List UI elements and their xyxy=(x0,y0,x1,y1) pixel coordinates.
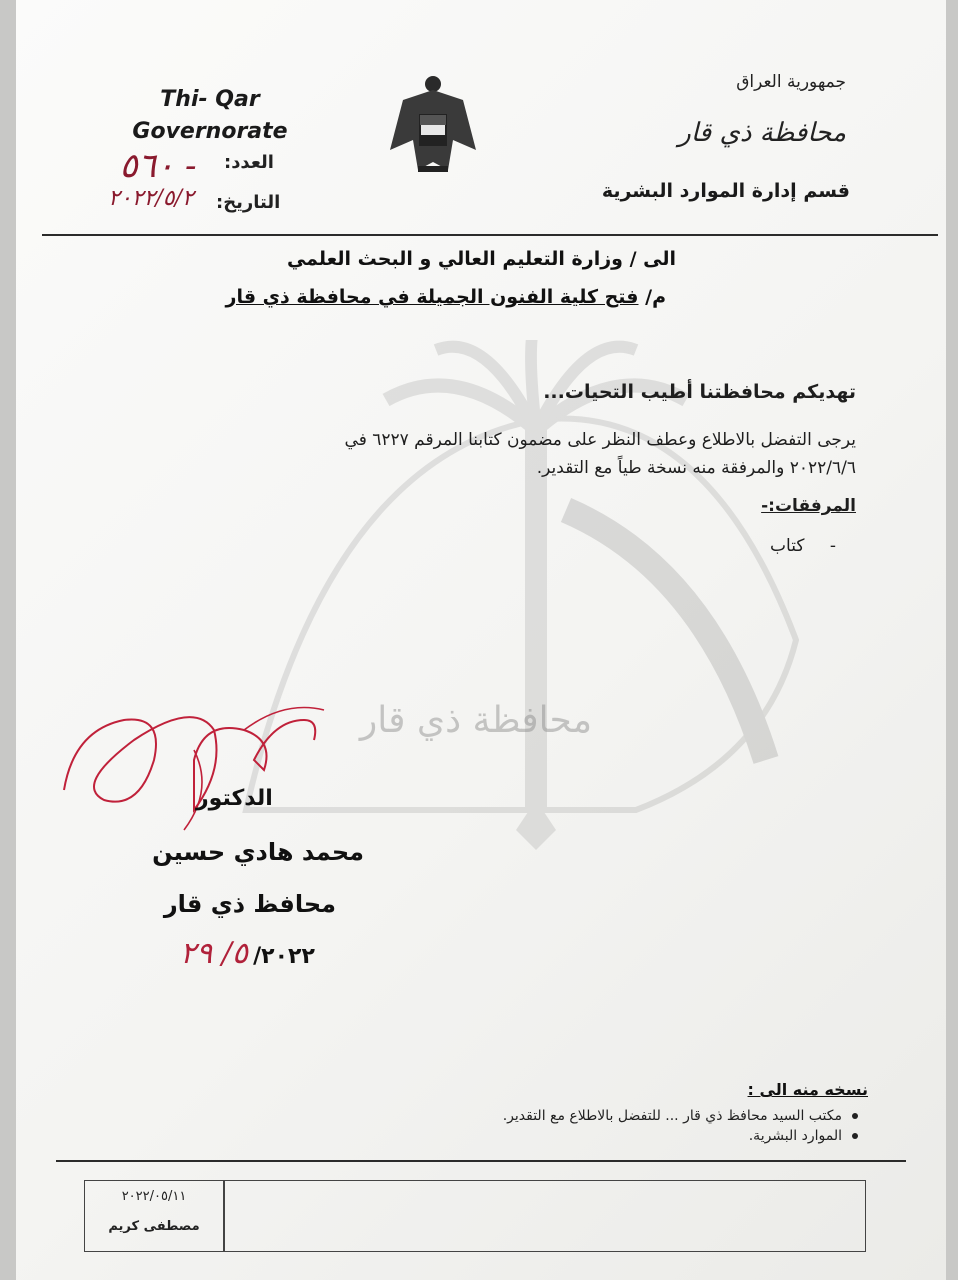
english-governorate-title: Thi- Qar Governorate xyxy=(132,87,288,144)
department-title: قسم إدارة الموارد البشرية xyxy=(601,180,850,202)
body-line-1: يرجى التفضل بالاطلاع وعطف النظر على مضمون كتابنا المرقم ٦٢٢٧ في xyxy=(344,430,856,450)
header-rule xyxy=(42,234,938,236)
republic-label: جمهورية العراق xyxy=(736,72,846,92)
footer-divider xyxy=(223,1181,225,1251)
signature-date-handwritten: ٥/ ٢٩ xyxy=(180,936,249,971)
signatory-name: محمد هادي حسين xyxy=(152,838,364,866)
signature-date xyxy=(180,936,315,971)
copies-list xyxy=(503,1106,858,1146)
greeting: تهديكم محافظتنا أطيب التحيات... xyxy=(543,381,856,403)
footer-box xyxy=(84,1180,866,1252)
attachment-item xyxy=(770,532,836,560)
signature-date-printed: ٢٠٢٢/ xyxy=(253,944,315,969)
date-value: ٢٠٢٢/٥/٢ xyxy=(108,186,194,211)
signatory-position: محافظ ذي قار xyxy=(163,890,336,918)
copy-item: مكتب السيد محافظ ذي قار ... للتفضل بالاطلاع مع التقدير. xyxy=(503,1106,858,1126)
bullet-icon xyxy=(852,1133,858,1139)
number-label: العدد: xyxy=(224,152,274,173)
number-value: - ٥٦٠ xyxy=(119,146,197,186)
copies-label: نسخه منه الى : xyxy=(747,1080,868,1099)
footer-rule xyxy=(56,1160,906,1162)
attachment-dash: - xyxy=(829,536,836,556)
letter-page xyxy=(16,0,946,1280)
watermark-text: محافظة ذي قار xyxy=(359,700,593,741)
footer-date: ٢٠٢٢/٠٥/١١ xyxy=(121,1189,187,1204)
date-label: التاريخ: xyxy=(216,192,281,213)
bullet-icon xyxy=(852,1113,858,1119)
subject-text: فتح كلية الفنون الجميلة في محافظة ذي قار xyxy=(225,286,639,308)
iraq-eagle-emblem-icon xyxy=(388,70,478,180)
signatory-title: الدكتور xyxy=(196,786,273,811)
handwritten-signature xyxy=(44,690,334,850)
body-line-2: ٢٠٢٢/٦/٦ والمرفقة منه نسخة طياً مع التقدير. xyxy=(536,458,856,478)
footer-clerk: مصطفى كريم xyxy=(108,1219,200,1234)
recipient-line: الى / وزارة التعليم العالي و البحث العلمي xyxy=(286,248,676,270)
attachment-name: كتاب xyxy=(770,536,805,556)
subject-line xyxy=(226,286,667,308)
copy-item: الموارد البشرية. xyxy=(503,1126,858,1146)
subject-prefix: م/ xyxy=(645,286,666,308)
governorate-logo-text: محافظة ذي قار xyxy=(678,118,846,148)
attachments-label: المرفقات:- xyxy=(761,496,856,516)
